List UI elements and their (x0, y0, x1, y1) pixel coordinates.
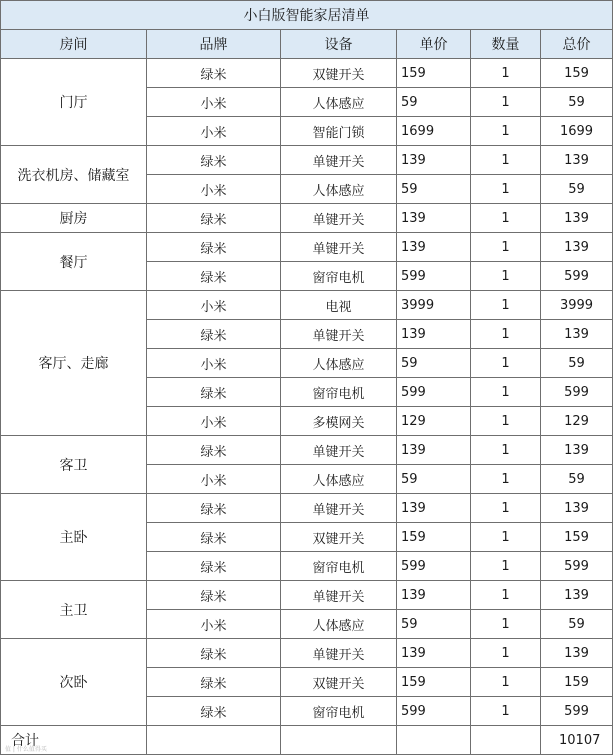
brand-cell: 小米 (147, 349, 281, 378)
qty-cell: 1 (471, 59, 541, 88)
device-cell: 单键开关 (281, 204, 397, 233)
brand-cell: 绿米 (147, 204, 281, 233)
qty-cell: 1 (471, 697, 541, 726)
brand-cell: 绿米 (147, 320, 281, 349)
total-cell: 599 (541, 552, 613, 581)
qty-cell: 1 (471, 552, 541, 581)
price-cell: 59 (397, 88, 471, 117)
brand-cell: 小米 (147, 117, 281, 146)
qty-cell: 1 (471, 146, 541, 175)
qty-cell: 1 (471, 436, 541, 465)
qty-cell: 1 (471, 88, 541, 117)
device-cell: 双键开关 (281, 668, 397, 697)
title-row (1, 1, 613, 30)
qty-cell: 1 (471, 233, 541, 262)
price-cell: 599 (397, 262, 471, 291)
total-cell: 129 (541, 407, 613, 436)
total-cell: 139 (541, 581, 613, 610)
qty-cell: 1 (471, 291, 541, 320)
total-empty-cell (397, 726, 471, 755)
total-cell: 139 (541, 204, 613, 233)
total-cell: 59 (541, 465, 613, 494)
brand-cell: 小米 (147, 610, 281, 639)
total-cell: 159 (541, 523, 613, 552)
price-cell: 599 (397, 378, 471, 407)
table-row (1, 436, 613, 465)
total-cell: 599 (541, 378, 613, 407)
table-body (1, 59, 613, 726)
total-empty-cell (471, 726, 541, 755)
price-cell: 139 (397, 436, 471, 465)
total-cell: 139 (541, 436, 613, 465)
total-cell: 139 (541, 639, 613, 668)
total-cell: 59 (541, 88, 613, 117)
device-cell: 窗帘电机 (281, 262, 397, 291)
total-cell: 139 (541, 320, 613, 349)
total-cell: 139 (541, 146, 613, 175)
brand-cell: 小米 (147, 407, 281, 436)
room-cell: 门厅 (1, 59, 147, 146)
price-cell: 159 (397, 668, 471, 697)
device-cell: 窗帘电机 (281, 697, 397, 726)
price-cell: 159 (397, 523, 471, 552)
header-brand: 品牌 (147, 30, 281, 59)
brand-cell: 小米 (147, 465, 281, 494)
qty-cell: 1 (471, 407, 541, 436)
brand-cell: 绿米 (147, 494, 281, 523)
price-cell: 3999 (397, 291, 471, 320)
brand-cell: 绿米 (147, 59, 281, 88)
room-cell: 主卧 (1, 494, 147, 581)
table-row (1, 204, 613, 233)
header-device: 设备 (281, 30, 397, 59)
device-cell: 智能门锁 (281, 117, 397, 146)
price-cell: 139 (397, 320, 471, 349)
brand-cell: 绿米 (147, 262, 281, 291)
brand-cell: 绿米 (147, 581, 281, 610)
device-cell: 单键开关 (281, 320, 397, 349)
brand-cell: 绿米 (147, 668, 281, 697)
total-label: 合计 (1, 726, 147, 755)
price-cell: 59 (397, 175, 471, 204)
qty-cell: 1 (471, 262, 541, 291)
watermark-text: 值 | 什么值得买 (5, 746, 47, 753)
device-cell: 单键开关 (281, 581, 397, 610)
sheet-title: 小白版智能家居清单 (1, 1, 613, 30)
table-row (1, 59, 613, 88)
header-total: 总价 (541, 30, 613, 59)
total-cell: 159 (541, 59, 613, 88)
brand-cell: 小米 (147, 175, 281, 204)
header-qty: 数量 (471, 30, 541, 59)
qty-cell: 1 (471, 117, 541, 146)
brand-cell: 绿米 (147, 697, 281, 726)
price-cell: 59 (397, 465, 471, 494)
brand-cell: 绿米 (147, 639, 281, 668)
brand-cell: 小米 (147, 291, 281, 320)
brand-cell: 绿米 (147, 233, 281, 262)
qty-cell: 1 (471, 175, 541, 204)
total-empty-cell (281, 726, 397, 755)
qty-cell: 1 (471, 581, 541, 610)
price-cell: 139 (397, 233, 471, 262)
price-cell: 59 (397, 610, 471, 639)
table-row (1, 233, 613, 262)
room-cell: 次卧 (1, 639, 147, 726)
price-cell: 139 (397, 581, 471, 610)
device-cell: 单键开关 (281, 639, 397, 668)
qty-cell: 1 (471, 523, 541, 552)
total-cell: 599 (541, 697, 613, 726)
device-cell: 人体感应 (281, 88, 397, 117)
device-cell: 单键开关 (281, 494, 397, 523)
header-price: 单价 (397, 30, 471, 59)
table-row (1, 291, 613, 320)
qty-cell: 1 (471, 668, 541, 697)
table-row (1, 639, 613, 668)
price-cell: 139 (397, 204, 471, 233)
device-cell: 人体感应 (281, 610, 397, 639)
total-cell: 59 (541, 610, 613, 639)
price-cell: 59 (397, 349, 471, 378)
device-cell: 电视 (281, 291, 397, 320)
header-row (1, 30, 613, 59)
device-cell: 单键开关 (281, 233, 397, 262)
device-cell: 单键开关 (281, 436, 397, 465)
total-cell: 1699 (541, 117, 613, 146)
device-cell: 窗帘电机 (281, 552, 397, 581)
price-cell: 139 (397, 146, 471, 175)
total-cell: 139 (541, 233, 613, 262)
total-empty-cell (147, 726, 281, 755)
qty-cell: 1 (471, 494, 541, 523)
brand-cell: 绿米 (147, 146, 281, 175)
table-row (1, 581, 613, 610)
room-cell: 主卫 (1, 581, 147, 639)
device-cell: 人体感应 (281, 465, 397, 494)
qty-cell: 1 (471, 639, 541, 668)
total-value: 10107 (541, 726, 613, 755)
price-cell: 139 (397, 494, 471, 523)
qty-cell: 1 (471, 320, 541, 349)
device-cell: 窗帘电机 (281, 378, 397, 407)
brand-cell: 小米 (147, 88, 281, 117)
table-row (1, 146, 613, 175)
room-cell: 客卫 (1, 436, 147, 494)
room-cell: 餐厅 (1, 233, 147, 291)
total-cell: 3999 (541, 291, 613, 320)
room-cell: 洗衣机房、储藏室 (1, 146, 147, 204)
qty-cell: 1 (471, 465, 541, 494)
table-row (1, 494, 613, 523)
device-cell: 人体感应 (281, 349, 397, 378)
total-cell: 59 (541, 175, 613, 204)
price-cell: 599 (397, 697, 471, 726)
device-cell: 人体感应 (281, 175, 397, 204)
device-cell: 双键开关 (281, 59, 397, 88)
qty-cell: 1 (471, 349, 541, 378)
brand-cell: 绿米 (147, 378, 281, 407)
total-cell: 599 (541, 262, 613, 291)
price-cell: 139 (397, 639, 471, 668)
price-cell: 599 (397, 552, 471, 581)
price-cell: 129 (397, 407, 471, 436)
qty-cell: 1 (471, 378, 541, 407)
brand-cell: 绿米 (147, 436, 281, 465)
device-cell: 双键开关 (281, 523, 397, 552)
total-cell: 139 (541, 494, 613, 523)
header-room: 房间 (1, 30, 147, 59)
device-cell: 单键开关 (281, 146, 397, 175)
qty-cell: 1 (471, 610, 541, 639)
total-cell: 159 (541, 668, 613, 697)
room-cell: 厨房 (1, 204, 147, 233)
price-cell: 159 (397, 59, 471, 88)
device-cell: 多模网关 (281, 407, 397, 436)
room-cell: 客厅、走廊 (1, 291, 147, 436)
brand-cell: 绿米 (147, 523, 281, 552)
total-row (1, 726, 613, 755)
total-cell: 59 (541, 349, 613, 378)
qty-cell: 1 (471, 204, 541, 233)
price-cell: 1699 (397, 117, 471, 146)
brand-cell: 绿米 (147, 552, 281, 581)
